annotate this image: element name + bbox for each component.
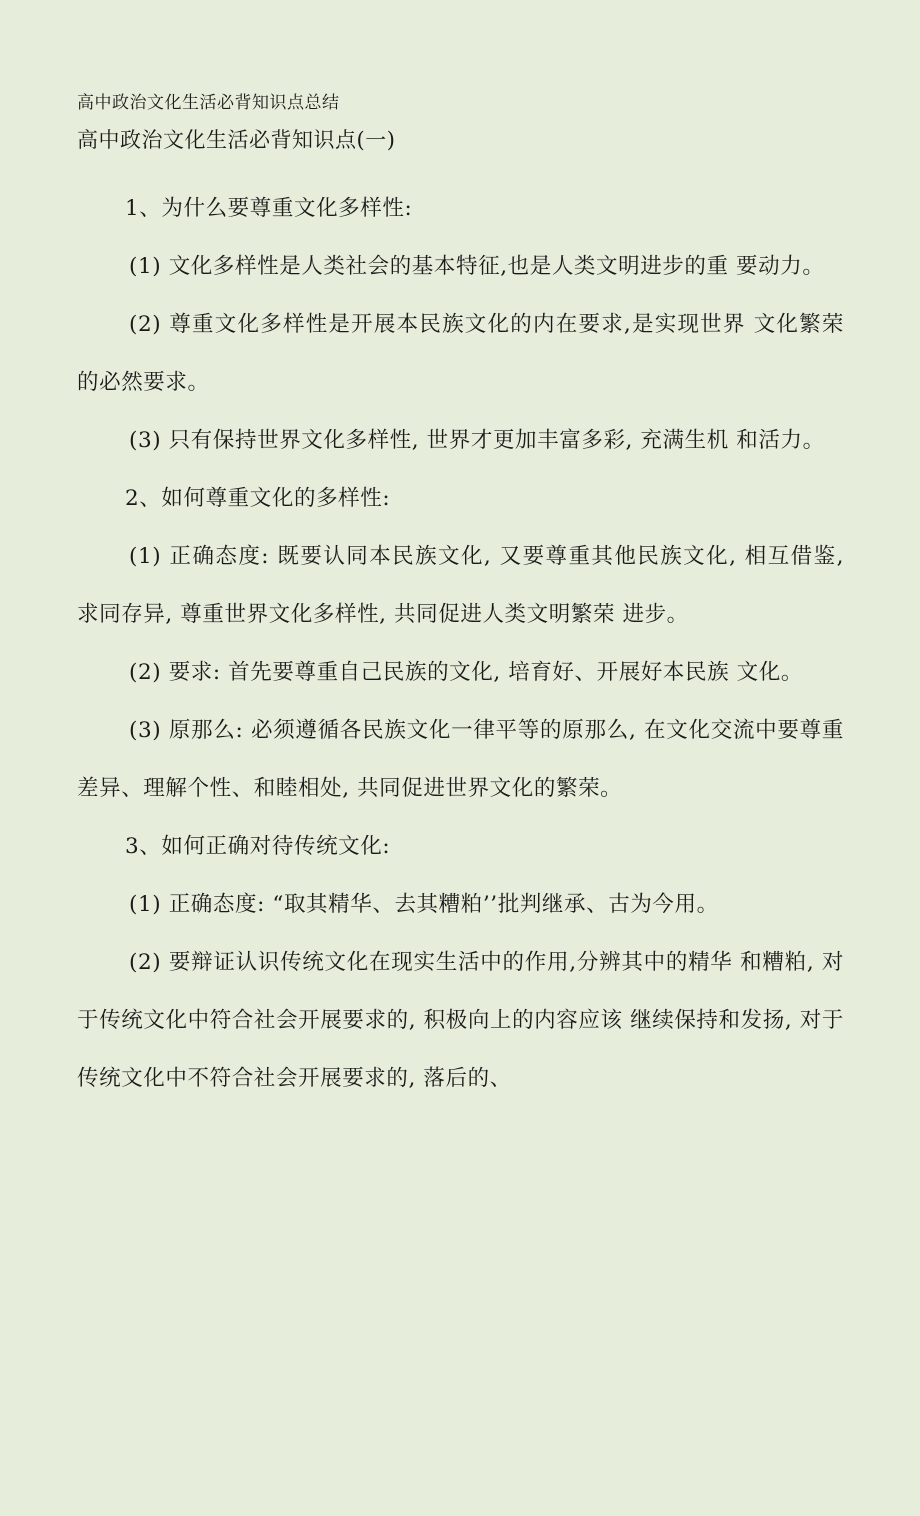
question-heading-1: 1、为什么要尊重文化多样性: [125, 196, 413, 221]
answer-item: (1) 文化多样性是人类社会的基本特征,也是人类文明进步的重 要动力。 [129, 254, 825, 279]
answer-item: (1) 正确态度: 既要认同本民族文化, 又要尊重其他民族文化, 相互借鉴, 求同存异, 尊重世界文化多样性, 共同促进人类文明繁荣 进步。 [77, 544, 844, 627]
question-heading-2: 2、如何尊重文化的多样性: [125, 486, 391, 511]
answer-item: (3) 原那么: 必须遵循各民族文化一律平等的原那么, 在文化交流中要尊重差异、理解个性、和睦相处, 共同促进世界文化的繁荣。 [77, 718, 844, 801]
answer-item: (2) 要辩证认识传统文化在现实生活中的作用,分辨其中的精华 和糟粕, 对于传统文化中符合社会开展要求的, 积极向上的内容应该 继续保持和发扬, 对于传统文化中不符合社会开展要求的, 落后的、 [77, 950, 844, 1091]
answer-item: (2) 尊重文化多样性是开展本民族文化的内在要求,是实现世界 文化繁荣的必然要求。 [77, 312, 844, 395]
answer-item: (2) 要求: 首先要尊重自己民族的文化, 培育好、开展好本民族 文化。 [129, 660, 803, 685]
section-title: 高中政治文化生活必背知识点(一) [77, 128, 396, 152]
question-heading-3: 3、如何正确对待传统文化: [125, 834, 391, 859]
document-title: 高中政治文化生活必背知识点总结 [77, 93, 340, 113]
document-body [77, 180, 844, 1108]
answer-item: (3) 只有保持世界文化多样性, 世界才更加丰富多彩, 充满生机 和活力。 [129, 428, 825, 453]
answer-item: (1) 正确态度: “取其精华、去其糟粕’’批判继承、古为今用。 [129, 892, 719, 917]
